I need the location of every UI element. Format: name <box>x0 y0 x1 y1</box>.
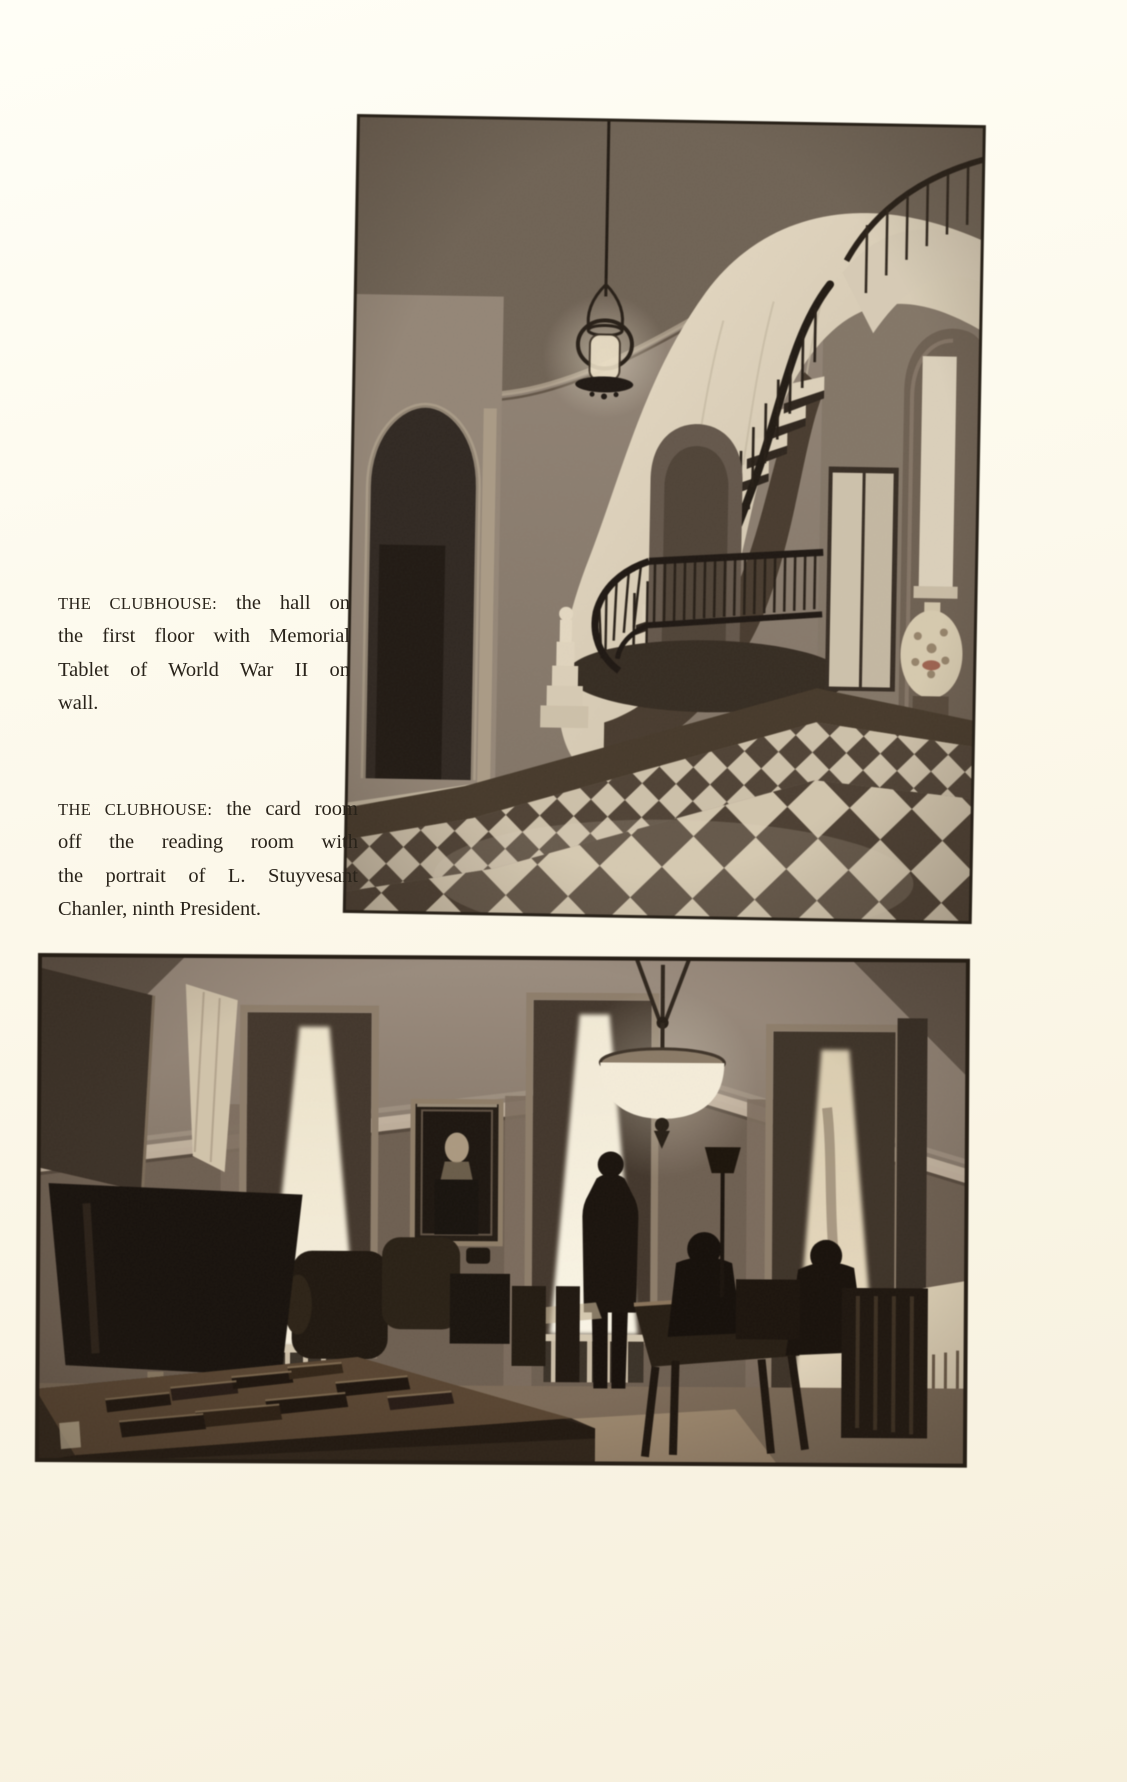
caption-line: wall. <box>58 692 99 714</box>
caption-line <box>58 587 350 621</box>
photo-grain <box>35 953 970 1468</box>
caption-line <box>58 793 358 827</box>
caption-text: the card room <box>226 797 358 820</box>
caption-text: the hall on <box>235 591 350 614</box>
photo-card-room <box>35 953 970 1468</box>
caption-card-room <box>58 793 358 927</box>
caption-line: Chanler, ninth President. <box>58 898 262 920</box>
caption-lead: THE CLUBHOUSE: <box>58 799 213 819</box>
caption-line: the portrait of L. Stuyvesant <box>58 864 358 887</box>
caption-line: Tablet of World War II on <box>58 658 350 681</box>
caption-line: the first floor with Memorial <box>58 625 350 647</box>
hall-photo-illustration <box>343 114 986 924</box>
caption-line: off the reading room with <box>58 831 358 853</box>
photo-grain <box>343 114 986 924</box>
photo-hall <box>343 114 986 924</box>
card-room-illustration <box>35 953 970 1468</box>
caption-hall <box>58 587 350 721</box>
caption-lead: THE CLUBHOUSE: <box>58 593 218 613</box>
